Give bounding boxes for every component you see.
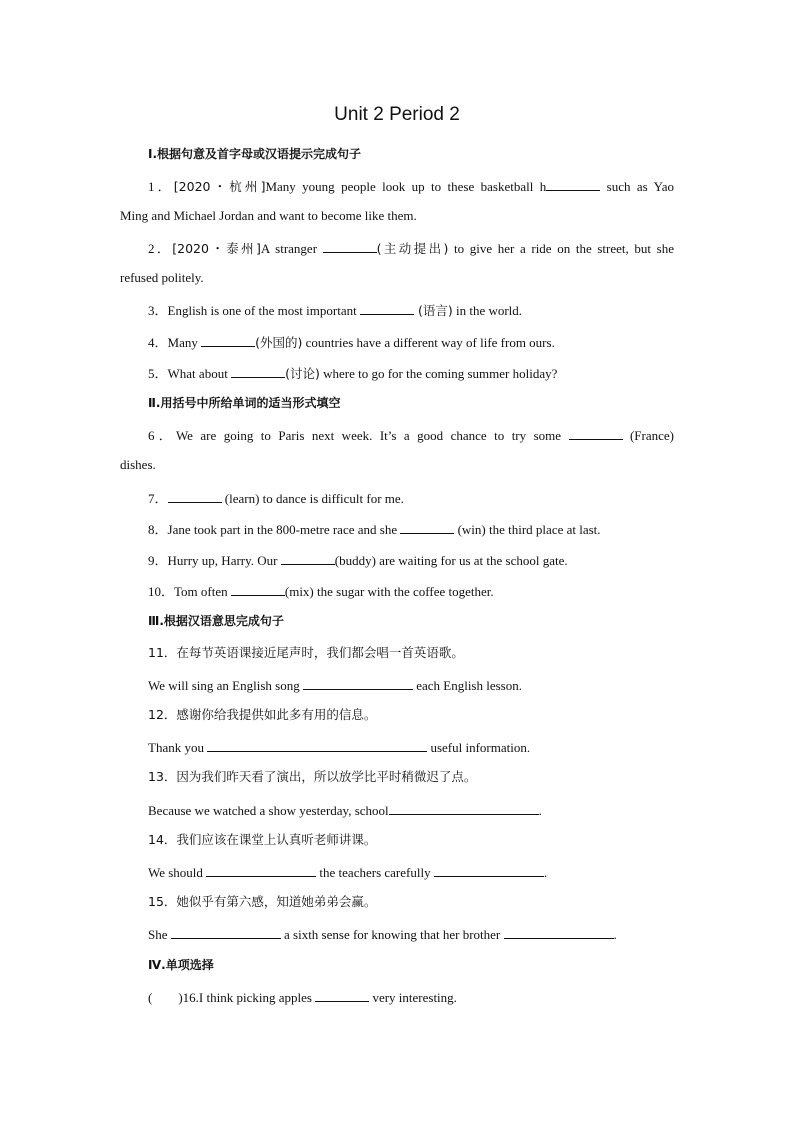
q10-blank[interactable] [231,582,285,596]
q7-text-b: (learn) to dance is difficult for me. [221,491,404,506]
q8-text-a: Jane took part in the 800-metre race and she [167,522,401,537]
q9-blank[interactable] [281,551,335,565]
q4-text-b: countries have a different way of life from ours. [302,335,555,350]
q5-hint: (讨论) [285,366,320,381]
question-11 [148,676,522,694]
q4-number: 4． [148,335,168,350]
q4-text-a: Many [167,335,202,350]
q11-text-b: each English lesson. [412,678,522,693]
q15-chinese: 15．她似乎有第六感，知道她弟弟会赢。 [148,894,377,909]
q11-blank[interactable] [303,676,413,690]
q9-text-a: Hurry up, Harry. Our [167,553,281,568]
q8-number: 8． [148,522,168,537]
q13-text-b: . [538,803,542,818]
section-4-heading: Ⅳ.单项选择 [148,958,214,972]
q6-text-b: (France) [622,428,675,443]
q11-text-a: We will sing an English song [148,678,303,693]
q14-text-a: We should [148,865,207,880]
question-6 [148,426,674,444]
question-9 [148,551,568,569]
q9-number: 9． [148,553,168,568]
q14-blank-1[interactable] [206,863,316,877]
q14-blank-2[interactable] [434,863,544,877]
q5-text-b: where to go for the coming summer holiday? [319,366,558,381]
q2-text-b: to give her a ride on the street, but she [448,241,674,256]
q1-text-a: Many young people look up to these basketball h [265,179,547,194]
q3-hint: (语言) [413,303,453,318]
q12-blank[interactable] [207,738,427,752]
q5-text-a: What about [167,366,232,381]
q15-blank-1[interactable] [171,925,281,939]
q2-source: [2020・泰州] [172,241,261,256]
q4-hint: (外国的) [255,335,303,350]
q12-text-b: useful information. [427,740,531,755]
q16-text-a: 16.I think picking apples [182,990,316,1005]
section-1-heading: Ⅰ.根据句意及首字母或汉语提示完成句子 [148,147,362,161]
q15-blank-2[interactable] [504,925,614,939]
q1-source: [2020・杭州] [173,179,266,194]
q15-text-c: . [613,927,617,942]
q16-blank[interactable] [315,988,369,1002]
question-1 [148,177,674,195]
q14-text-c: . [543,865,548,880]
q12-chinese: 12．感谢你给我提供如此多有用的信息。 [148,707,377,722]
section-2-heading: Ⅱ.用括号中所给单词的适当形式填空 [148,396,341,410]
q2-text-a: A stranger [260,241,323,256]
q1-blank[interactable] [546,177,600,191]
q2-blank[interactable] [323,239,377,253]
q2-continuation: refused politely. [120,270,204,285]
q1-text-b: such as Yao [600,179,674,194]
q7-number: 7． [148,491,168,506]
q8-blank[interactable] [400,520,454,534]
q6-blank[interactable] [569,426,623,440]
page-title: Unit 2 Period 2 [334,104,460,125]
q10-number: 10． [148,584,175,599]
question-13 [148,801,542,819]
q3-text-b: in the world. [452,303,523,318]
question-5 [148,364,557,382]
q11-chinese: 11．在每节英语课接近尾声时，我们都会唱一首英语歌。 [148,645,464,660]
question-3 [148,301,522,319]
q6-number: 6． [148,428,176,443]
question-2 [148,239,674,257]
question-8 [148,520,601,538]
q3-text-a: English is one of the most important [167,303,360,318]
q15-text-b: a sixth sense for knowing that her brother [280,927,504,942]
q10-text-a: Tom often [174,584,231,599]
q5-blank[interactable] [231,364,285,378]
q7-blank[interactable] [168,489,222,503]
q3-blank[interactable] [360,301,414,315]
q1-continuation: Ming and Michael Jordan and want to become like them. [120,208,417,223]
q5-number: 5． [148,366,168,381]
q14-text-b: the teachers carefully [316,865,434,880]
question-15 [148,925,617,943]
q13-chinese: 13．因为我们昨天看了演出，所以放学比平时稍微迟了点。 [148,769,477,784]
question-14 [148,863,547,881]
q9-text-b: (buddy) are waiting for us at the school gate. [334,553,568,568]
question-7 [148,489,404,507]
question-10 [148,582,494,600]
q10-text-b: (mix) the sugar with the coffee together. [284,584,494,599]
q2-hint: (主动提出) [376,241,449,256]
q13-blank[interactable] [389,801,539,815]
q6-text-a: We are going to Paris next week. It’s a good chance to try some [175,428,569,443]
question-12 [148,738,530,756]
q4-blank[interactable] [201,333,255,347]
section-3-heading: Ⅲ.根据汉语意思完成句子 [148,614,284,628]
q1-number: 1． [148,179,174,194]
q6-continuation: dishes. [120,457,156,472]
q14-chinese: 14．我们应该在课堂上认真听老师讲课。 [148,832,377,847]
question-4 [148,333,555,351]
q16-answer-parens[interactable]: ( ) [148,990,183,1005]
q3-number: 3． [148,303,168,318]
q12-text-a: Thank you [148,740,208,755]
q2-number: 2． [148,241,173,256]
q15-text-a: She [148,927,171,942]
q8-text-b: (win) the third place at last. [454,522,601,537]
q16-text-b: very interesting. [369,990,457,1005]
question-16 [148,988,457,1006]
q13-text-a: Because we watched a show yesterday, school [148,803,389,818]
